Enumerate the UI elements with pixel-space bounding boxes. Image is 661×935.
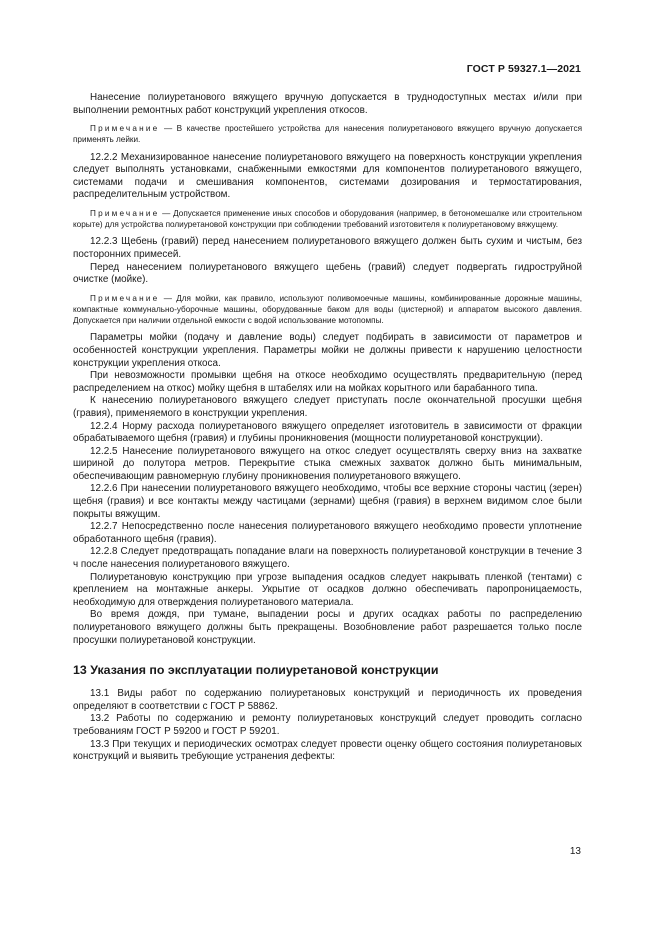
paragraph: Полиуретановую конструкцию при угрозе выпадения осадков следует накрывать пленкой (тентами) с креплением на монтажные анкеры. Укрытие от осадков должно обеспечивать паропроницаемость, необходимую для отверждения полиуретанового материала. [73, 571, 582, 608]
paragraph: 12.2.6 При нанесении полиуретанового вяжущего необходимо, чтобы все верхние стороны частиц (зерен) щебня (гравия) и все контакты между частицами (зернами) щебня (гравия) в верхнем видимом слое были покрыты вяжущим. [73, 483, 582, 520]
note-text: — Для мойки, как правило, используют поливомоечные машины, комбинированные дорожные машины, компактные коммунально-уборочные машины, оборудованные баком для воды (цистерной) и аппаратом высокого давления. Допускается при наличии отдельной емкости с водой использование мотопомпы. [73, 293, 582, 326]
note-text: — Допускается применение иных способов и оборудования (например, в бетономешалке или строительном корыте) для устройства полиуретановой конструкции при соблюдении требований изготовителя к полиуретановому вяжущему. [73, 208, 582, 230]
paragraph: 12.2.3 Щебень (гравий) перед нанесением полиуретанового вяжущего должен быть сухим и чистым, без посторонних примесей. [73, 236, 582, 260]
document-header: ГОСТ Р 59327.1—2021 [466, 63, 581, 75]
paragraph: Параметры мойки (подачу и давление воды) следует подбирать в зависимости от параметров и особенностей конструкции укрепления. Параметры мойки не должны привести к нарушению целостности конструкции укрепления откоса. [73, 332, 582, 369]
note-label: Примечание [90, 293, 160, 303]
paragraph: 12.2.4 Норму расхода полиуретанового вяжущего определяет изготовитель в зависимости от фракции обрабатываемого щебня (гравия) и глубины проникновения (мощности полиуретановой конструкции). [73, 420, 582, 445]
note-label: Примечание [90, 124, 160, 134]
document-body [73, 92, 582, 764]
paragraph: 12.2.2 Механизированное нанесение полиуретанового вяжущего на поверхность конструкции укрепления следует выполнять установками, снабженными емкостями для компонентов полиуретанового вяжущего, системами подачи и смешивания компонентов, системами дозирования и термостатирования, распределительным устройством. [73, 151, 582, 201]
paragraph: К нанесению полиуретанового вяжущего следует приступать после окончательной просушки щебня (гравия), применяемого в конструкции укрепления. [73, 395, 582, 419]
page-number: 13 [569, 846, 581, 857]
paragraph: 13.3 При текущих и периодических осмотрах следует провести оценку общего состояния полиуретановых конструкций и выявить требующие устранения дефекты: [73, 738, 582, 763]
note-label: Примечание [90, 208, 160, 218]
paragraph: Во время дождя, при тумане, выпадении росы и других осадках работы по распределению полиуретанового вяжущего должны быть прекращены. Возобновление работ разрешается только после просушки полиуретановой конструкции. [73, 609, 582, 646]
note-text: — В качестве простейшего устройства для нанесения полиуретанового вяжущего вручную допускается применять лейки. [73, 124, 582, 145]
note [73, 293, 582, 327]
paragraph: 12.2.7 Непосредственно после нанесения полиуретанового вяжущего необходимо провести уплотнение обработанного щебня (гравия). [73, 521, 582, 545]
paragraph: При невозможности промывки щебня на откосе необходимо осуществлять предварительную (перед распределением на откос) мойку щебня в штабелях или на мойках корытного или барабанного типа. [73, 370, 582, 394]
section-heading: 13 Указания по эксплуатации полиуретановой конструкции [73, 663, 439, 678]
paragraph: Перед нанесением полиуретанового вяжущего щебень (гравий) следует подвергать гидроструйной очистке (мойке). [73, 261, 582, 286]
paragraph: Нанесение полиуретанового вяжущего вручную допускается в труднодоступных местах и/или при выполнении ремонтных работ конструкций укрепления откосов. [73, 92, 582, 116]
note [73, 208, 582, 230]
paragraph: 13.1 Виды работ по содержанию полиуретановых конструкций и периодичность их проведения определяют в соответствии с ГОСТ Р 58862. [73, 688, 582, 712]
note [73, 123, 582, 145]
paragraph: 13.2 Работы по содержанию и ремонту полиуретановых конструкций следует проводить согласно требованиям ГОСТ Р 59200 и ГОСТ Р 59201. [73, 713, 582, 737]
paragraph: 12.2.5 Нанесение полиуретанового вяжущего на откос следует осуществлять сверху вниз на захватке шириной до полутора метров. Перекрытие стыка смежных захваток должно быть минимальным, обеспечивающим равномерную глубину проникновения полиуретанового вяжущего. [73, 445, 582, 482]
paragraph: 12.2.8 Следует предотвращать попадание влаги на поверхность полиуретановой конструкции в течение 3 ч после нанесения полиуретанового вяжущего. [73, 546, 582, 571]
